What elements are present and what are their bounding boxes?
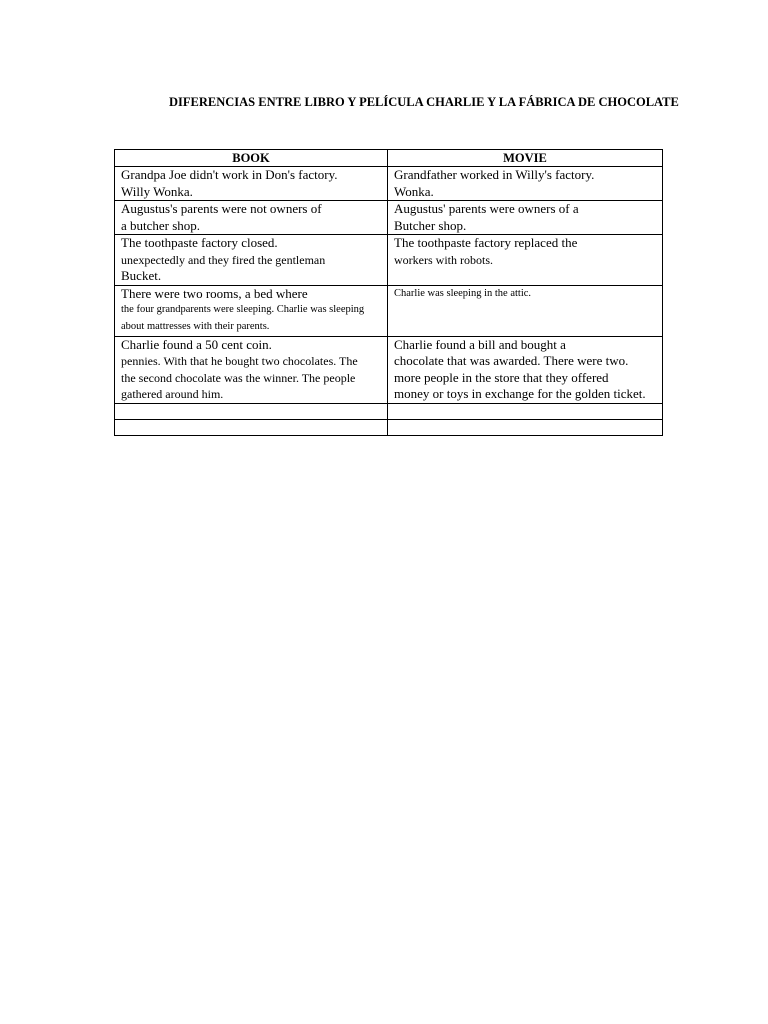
cell-line: Augustus' parents were owners of a — [394, 201, 579, 216]
comparison-table — [114, 149, 663, 436]
header-movie: MOVIE — [388, 150, 663, 167]
book-cell-empty — [115, 403, 388, 419]
cell-line: workers with robots. — [394, 252, 493, 267]
table-row — [115, 201, 663, 235]
table-row — [115, 235, 663, 286]
cell-line: gathered around him. — [121, 387, 224, 401]
cell-line: Butcher shop. — [394, 217, 467, 233]
cell-line: a butcher shop. — [121, 217, 201, 233]
table-row — [115, 336, 663, 403]
book-cell — [115, 201, 388, 235]
cell-line: Augustus's parents were not owners of — [121, 201, 322, 216]
cell-line: The toothpaste factory closed. — [121, 235, 278, 250]
cell-line: Wonka. — [394, 183, 434, 199]
cell-line: There were two rooms, a bed where — [121, 285, 308, 301]
movie-cell-empty — [388, 419, 663, 435]
cell-line: more people in the store that they offered — [394, 369, 609, 385]
cell-line: The toothpaste factory replaced the — [394, 235, 578, 250]
book-cell-empty — [115, 419, 388, 435]
movie-cell — [388, 235, 663, 286]
cell-line: about mattresses with their parents. — [121, 320, 270, 332]
table-row-empty — [115, 419, 663, 435]
cell-line: pennies. With that he bought two chocolates. The — [121, 354, 358, 368]
book-cell — [115, 336, 388, 403]
cell-line: Grandfather worked in Willy's factory. — [394, 167, 595, 182]
cell-line: Charlie found a bill and bought a — [394, 336, 566, 352]
header-book: BOOK — [115, 150, 388, 167]
cell-line: the second chocolate was the winner. The people — [121, 370, 356, 385]
cell-line: Willy Wonka. — [121, 183, 193, 199]
cell-line: Bucket. — [121, 268, 162, 283]
cell-line: chocolate that was awarded. There were two. — [394, 353, 629, 368]
movie-cell — [388, 201, 663, 235]
cell-line: unexpectedly and they fired the gentleman — [121, 252, 326, 267]
book-cell — [115, 285, 388, 336]
document-title: DIFERENCIAS ENTRE LIBRO Y PELÍCULA CHARLIE Y LA FÁBRICA DE CHOCOLATE — [169, 95, 679, 109]
cell-line: Charlie was sleeping in the attic. — [394, 287, 532, 299]
movie-cell — [388, 285, 663, 336]
movie-cell — [388, 336, 663, 403]
movie-cell-empty — [388, 403, 663, 419]
table-row — [115, 285, 663, 336]
cell-line: Grandpa Joe didn't work in Don's factory. — [121, 167, 338, 182]
cell-line: money or toys in exchange for the golden ticket. — [394, 386, 646, 401]
cell-line: the four grandparents were sleeping. Charlie was sleeping — [121, 304, 365, 315]
book-cell — [115, 235, 388, 286]
book-cell — [115, 167, 388, 201]
table-row — [115, 167, 663, 201]
table-row-empty — [115, 403, 663, 419]
cell-line: Charlie found a 50 cent coin. — [121, 336, 272, 352]
movie-cell — [388, 167, 663, 201]
table-header-row — [115, 150, 663, 167]
